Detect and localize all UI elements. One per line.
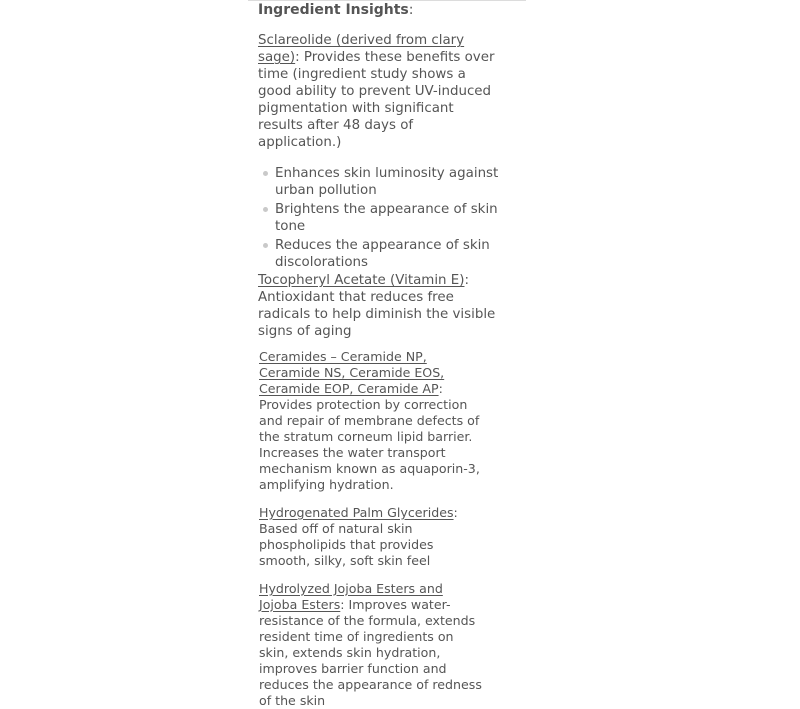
ingredient-palm-glycerides <box>259 505 483 569</box>
ingredient-ceramides <box>259 349 483 493</box>
section-title: Ingredient Insights <box>258 2 409 18</box>
section-heading <box>258 1 498 19</box>
ingredient-desc-tocopheryl: : Antioxidant that reduces free radicals to help diminish the visible signs of aging <box>258 273 496 339</box>
ingredient-insights-section <box>258 0 498 709</box>
ingredient-desc-palm-glycerides: : Based off of natural skin phospholipids that provides smooth, silky, soft skin feel <box>259 505 458 568</box>
ingredient-name-sclareolide[interactable]: Sclareolide (derived from clary sage) <box>258 33 465 65</box>
section-title-colon: : <box>408 2 414 18</box>
ingredient-name-palm-glycerides[interactable]: Hydrogenated Palm Glycerides <box>259 505 454 520</box>
ingredient-tocopheryl <box>258 272 498 340</box>
list-item: Enhances skin luminosity against urban pollution <box>275 165 515 199</box>
ingredient-desc-jojoba-esters: : Improves water-resistance of the formula, extends resident time of ingredients on skin, extends skin hydration, improves barrier function and reduces the appearance of redness of the skin <box>259 597 482 708</box>
ingredient-name-tocopheryl[interactable]: Tocopheryl Acetate (Vitamin E) <box>258 273 465 288</box>
list-item: Reduces the appearance of skin discolorations <box>275 237 515 271</box>
ingredient-jojoba-esters <box>259 581 483 709</box>
ingredient-name-jojoba-esters[interactable]: Hydrolyzed Jojoba Esters and Jojoba Esters <box>259 581 443 612</box>
ingredient-name-ceramides[interactable]: Ceramides – Ceramide NP, Ceramide NS, Ceramide EOS, Ceramide EOP, Ceramide AP <box>259 349 445 396</box>
list-item: Brightens the appearance of skin tone <box>275 201 515 235</box>
ingredient-desc-sclareolide: : Provides these benefits over time (ingredient study shows a good ability to prevent UV-induced pigmentation with significant results after 48 days of application.) <box>258 50 495 150</box>
ingredient-desc-ceramides: : Provides protection by correction and repair of membrane defects of the stratum corneum lipid barrier. Increases the water transport mechanism known as aquaporin-3, amplifying hydration. <box>259 381 480 492</box>
ingredient-sclareolide <box>258 32 498 151</box>
sclareolide-benefits-list <box>258 165 515 271</box>
